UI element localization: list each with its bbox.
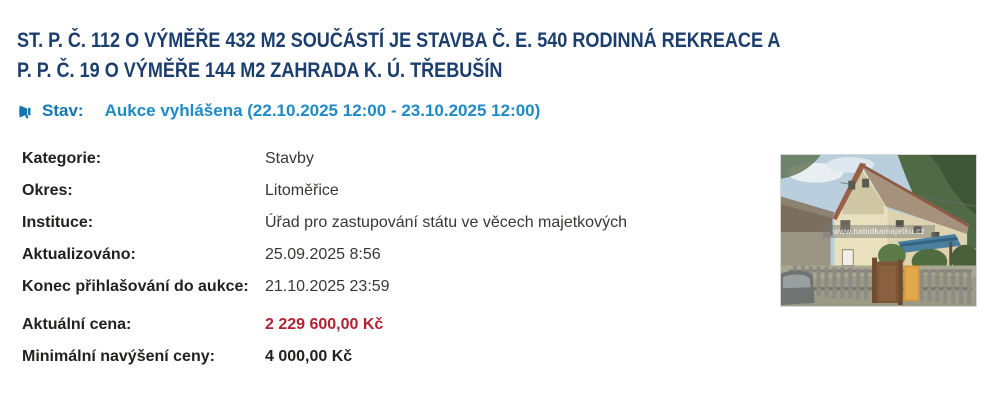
row-value: Úřad pro zastupování státu ve věcech majetkových [265,214,627,231]
row-value: 25.09.2025 8:56 [265,246,381,263]
table-row [22,344,757,370]
row-value: 2 229 600,00 Kč [265,316,384,333]
row-label: Aktuální cena: [22,316,132,333]
table-row [22,242,757,268]
row-label: Minimální navýšení ceny: [22,348,215,365]
row-label: Konec přihlašování do aukce: [22,278,249,295]
row-value: 4 000,00 Kč [265,348,353,365]
status-value: Aukce vyhlášena (22.10.2025 12:00 - 23.10.2025 12:00) [104,101,541,120]
megaphone-icon [18,103,35,120]
status-label: Stav: [42,101,84,120]
table-row [22,178,757,204]
row-label: Instituce: [22,214,94,231]
row-label: Aktualizováno: [22,246,136,263]
page-title-line2: P. P. Č. 19 O VÝMĚŘE 144 M2 ZAHRADA K. Ú. TŘEBUŠÍN [17,59,503,82]
main-content [17,146,977,376]
photo-watermark: www.nabidkamajetku.cz [823,225,935,238]
row-value: 21.10.2025 23:59 [265,278,390,295]
table-row [22,210,757,236]
page-title [17,26,975,86]
table-row [22,312,757,338]
row-label: Okres: [22,182,73,199]
details-table [17,146,757,376]
table-row [22,146,757,172]
status-row [18,101,977,121]
property-photo[interactable] [780,154,977,307]
row-value: Stavby [265,150,314,167]
row-value: Litoměřice [265,182,339,199]
page-title-line1: ST. P. Č. 112 O VÝMĚŘE 432 M2 SOUČÁSTÍ JE STAVBA Č. E. 540 RODINNÁ REKREACE A [17,29,781,52]
table-row [22,274,757,300]
row-label: Kategorie: [22,150,102,167]
